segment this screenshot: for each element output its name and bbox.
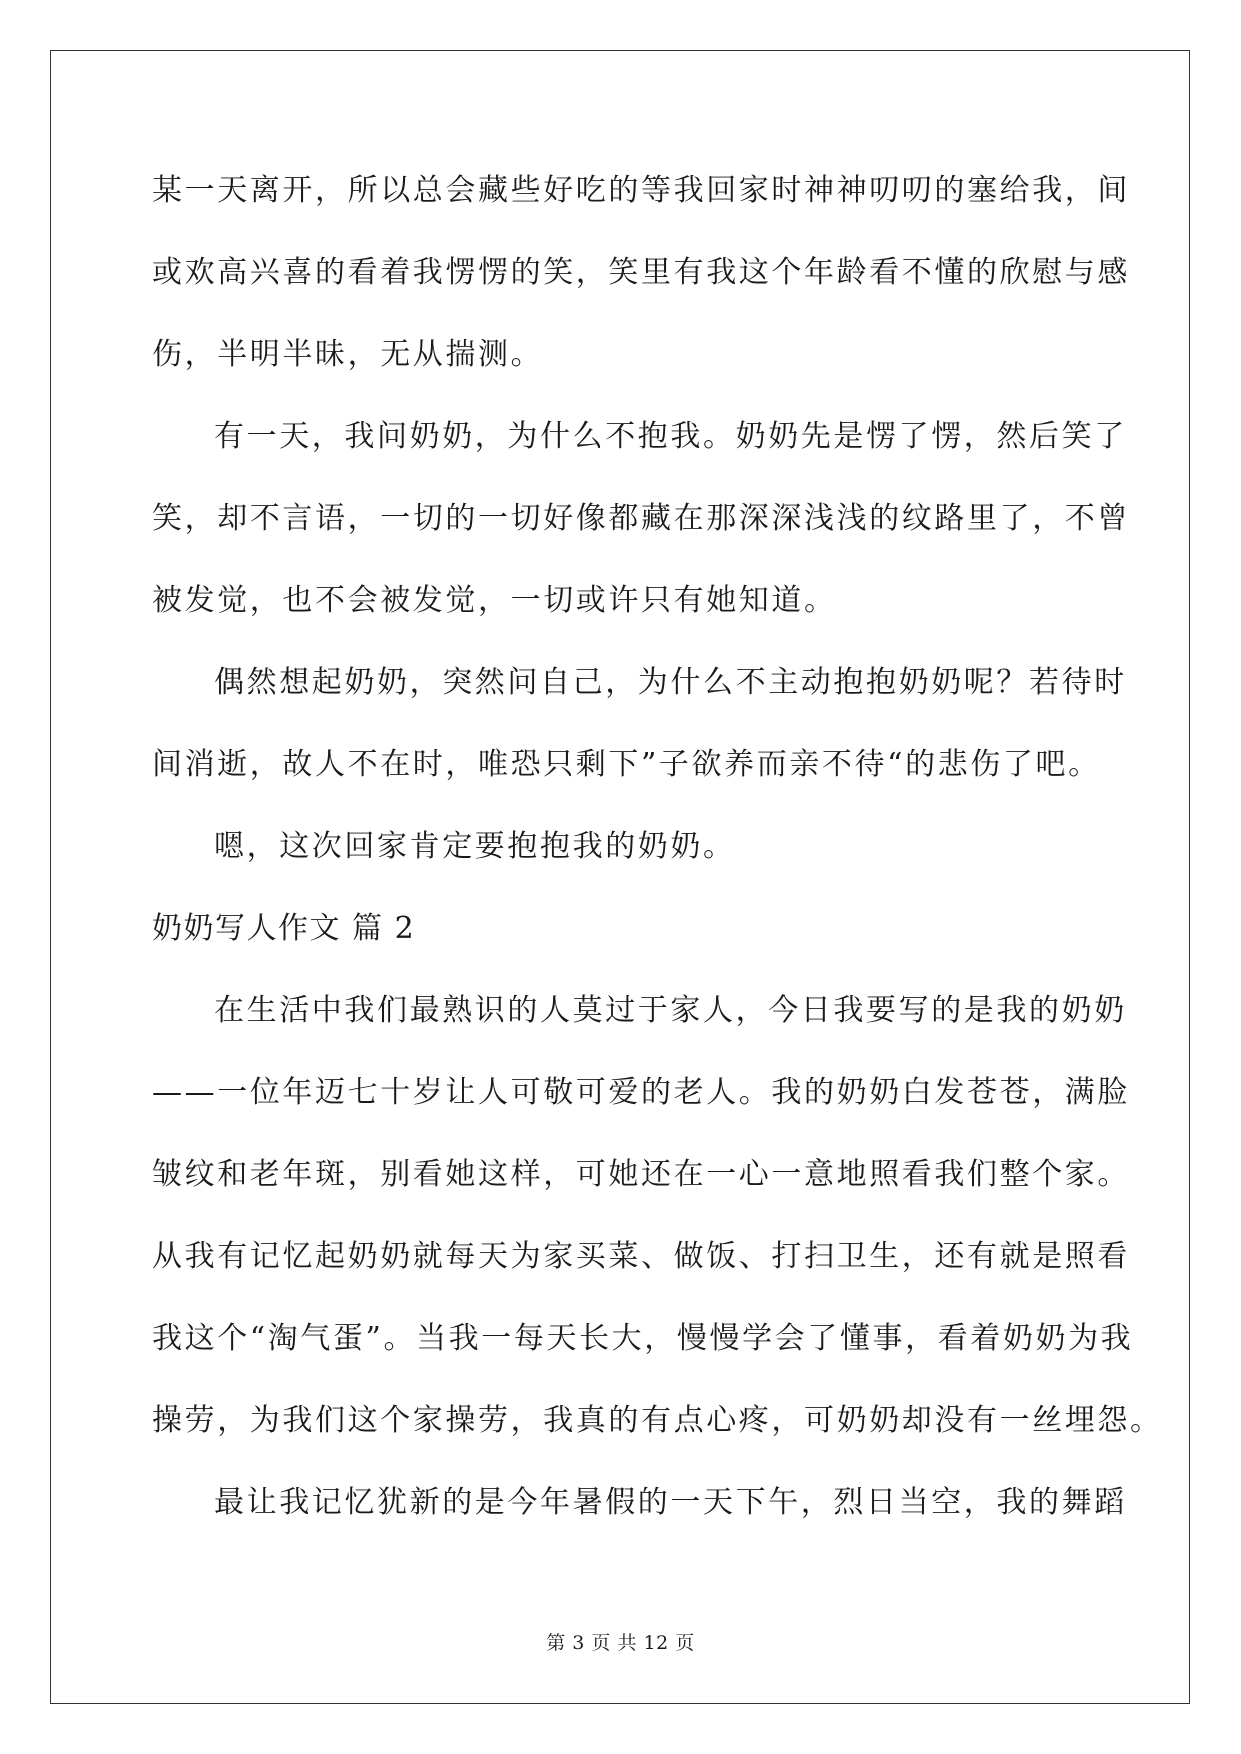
- section-heading: 奶奶写人作文 篇 2: [152, 911, 416, 946]
- paragraph-start-line: 有一天，我问奶奶，为什么不抱我。奶奶先是愣了愣，然后笑了: [214, 419, 1127, 454]
- text-line: 我这个“淘气蛋”。当我一每天长大，慢慢学会了懂事，看着奶奶为我: [152, 1321, 1134, 1356]
- text-line: 某一天离开，所以总会藏些好吃的等我回家时神神叨叨的塞给我，间: [152, 173, 1130, 208]
- paragraph-start-line: 在生活中我们最熟识的人莫过于家人，今日我要写的是我的奶奶: [214, 993, 1127, 1028]
- text-line: 从我有记忆起奶奶就每天为家买菜、做饭、打扫卫生，还有就是照看: [152, 1239, 1130, 1274]
- text-line: 伤，半明半昧，无从揣测。: [152, 337, 544, 372]
- text-line: 或欢高兴喜的看着我愣愣的笑，笑里有我这个年龄看不懂的欣慰与感: [152, 255, 1130, 290]
- paragraph-start-line: 偶然想起奶奶，突然问自己，为什么不主动抱抱奶奶呢？若待时: [214, 665, 1127, 700]
- text-line: 操劳，为我们这个家操劳，我真的有点心疼，可奶奶却没有一丝埋怨。: [152, 1403, 1163, 1438]
- text-line: 间消逝，故人不在时，唯恐只剩下”子欲养而亲不待“的悲伤了吧。: [152, 747, 1101, 782]
- document-body: [152, 165, 1163, 1559]
- text-line: ——一位年迈七十岁让人可敬可爱的老人。我的奶奶白发苍苍，满脸: [152, 1075, 1130, 1110]
- paragraph-start-line: 嗯，这次回家肯定要抱抱我的奶奶。: [214, 829, 736, 864]
- text-line: 皱纹和老年斑，别看她这样，可她还在一心一意地照看我们整个家。: [152, 1157, 1130, 1192]
- text-line: 被发觉，也不会被发觉，一切或许只有她知道。: [152, 583, 837, 618]
- paragraph-start-line: 最让我记忆犹新的是今年暑假的一天下午，烈日当空，我的舞蹈: [214, 1485, 1127, 1520]
- page-number-footer: 第 3 页 共 12 页: [546, 1632, 695, 1654]
- text-line: 笑，却不言语，一切的一切好像都藏在那深深浅浅的纹路里了，不曾: [152, 501, 1130, 536]
